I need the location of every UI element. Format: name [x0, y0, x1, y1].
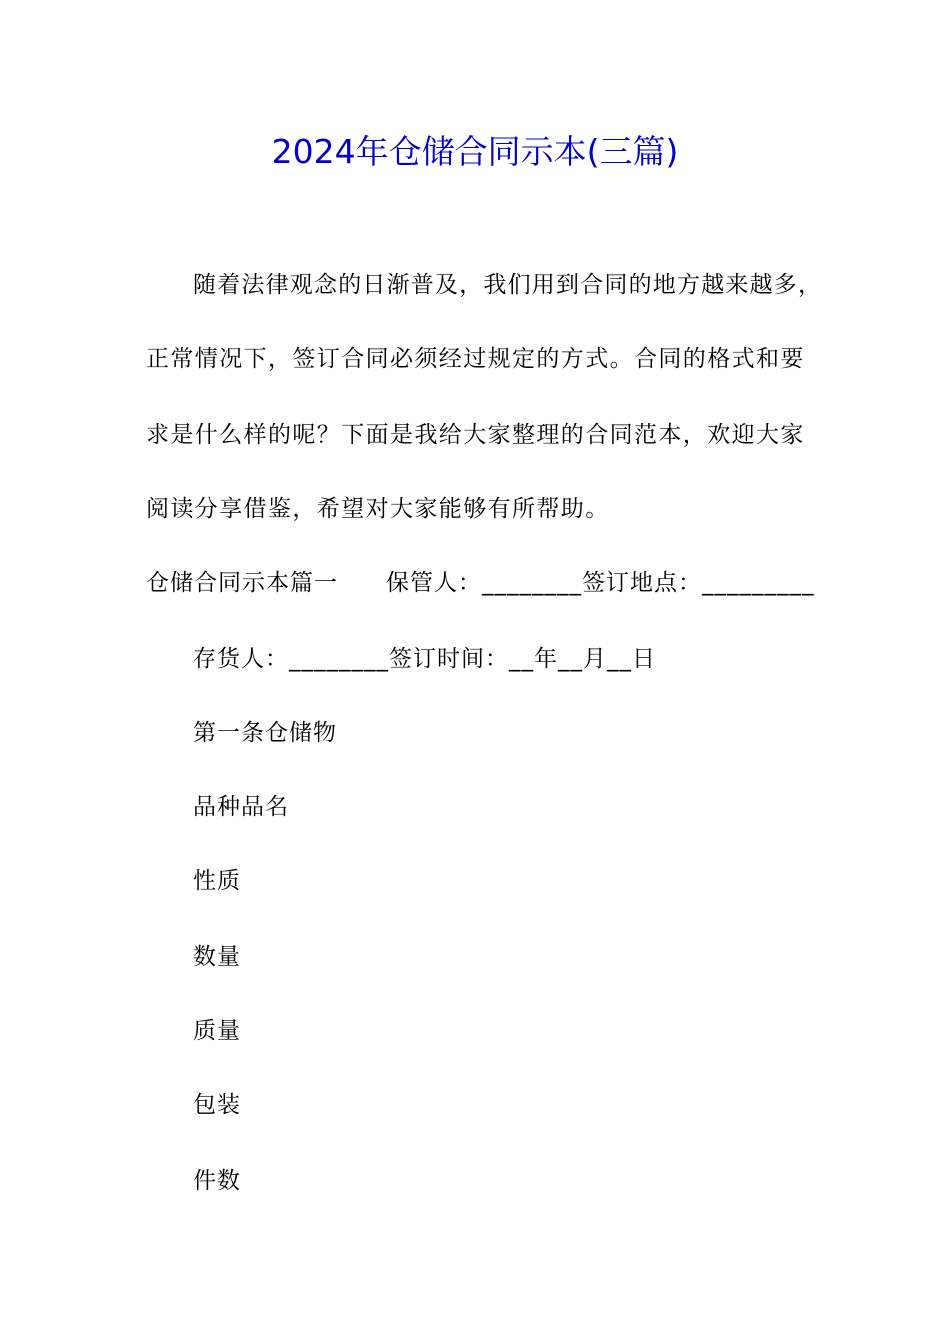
item-storage-goods: 第一条仓储物 — [193, 720, 337, 746]
item-quality: 质量 — [193, 1018, 241, 1044]
intro-line-2: 正常情况下，签订合同必须经过规定的方式。合同的格式和要 — [146, 346, 805, 372]
page-title: 2024年仓储合同示本(三篇) — [271, 132, 679, 171]
intro-line-4: 阅读分享借鉴，希望对大家能够有所帮助。 — [146, 496, 610, 522]
keeper-line: 保管人：________签订地点：_________ — [386, 570, 815, 596]
item-packaging: 包装 — [193, 1092, 241, 1118]
intro-line-3: 求是什么样的呢？下面是我给大家整理的合同范本，欢迎大家 — [146, 422, 805, 448]
intro-line-1: 随着法律观念的日渐普及，我们用到合同的地方越来越多， — [193, 272, 823, 298]
item-nature: 性质 — [193, 868, 241, 894]
item-variety-name: 品种品名 — [193, 794, 289, 820]
section-header: 仓储合同示本篇一 — [146, 570, 338, 596]
item-quantity: 数量 — [193, 944, 241, 970]
item-piece-count: 件数 — [193, 1168, 241, 1194]
depositor-line: 存货人：________签订时间：__年__月__日 — [193, 646, 656, 672]
